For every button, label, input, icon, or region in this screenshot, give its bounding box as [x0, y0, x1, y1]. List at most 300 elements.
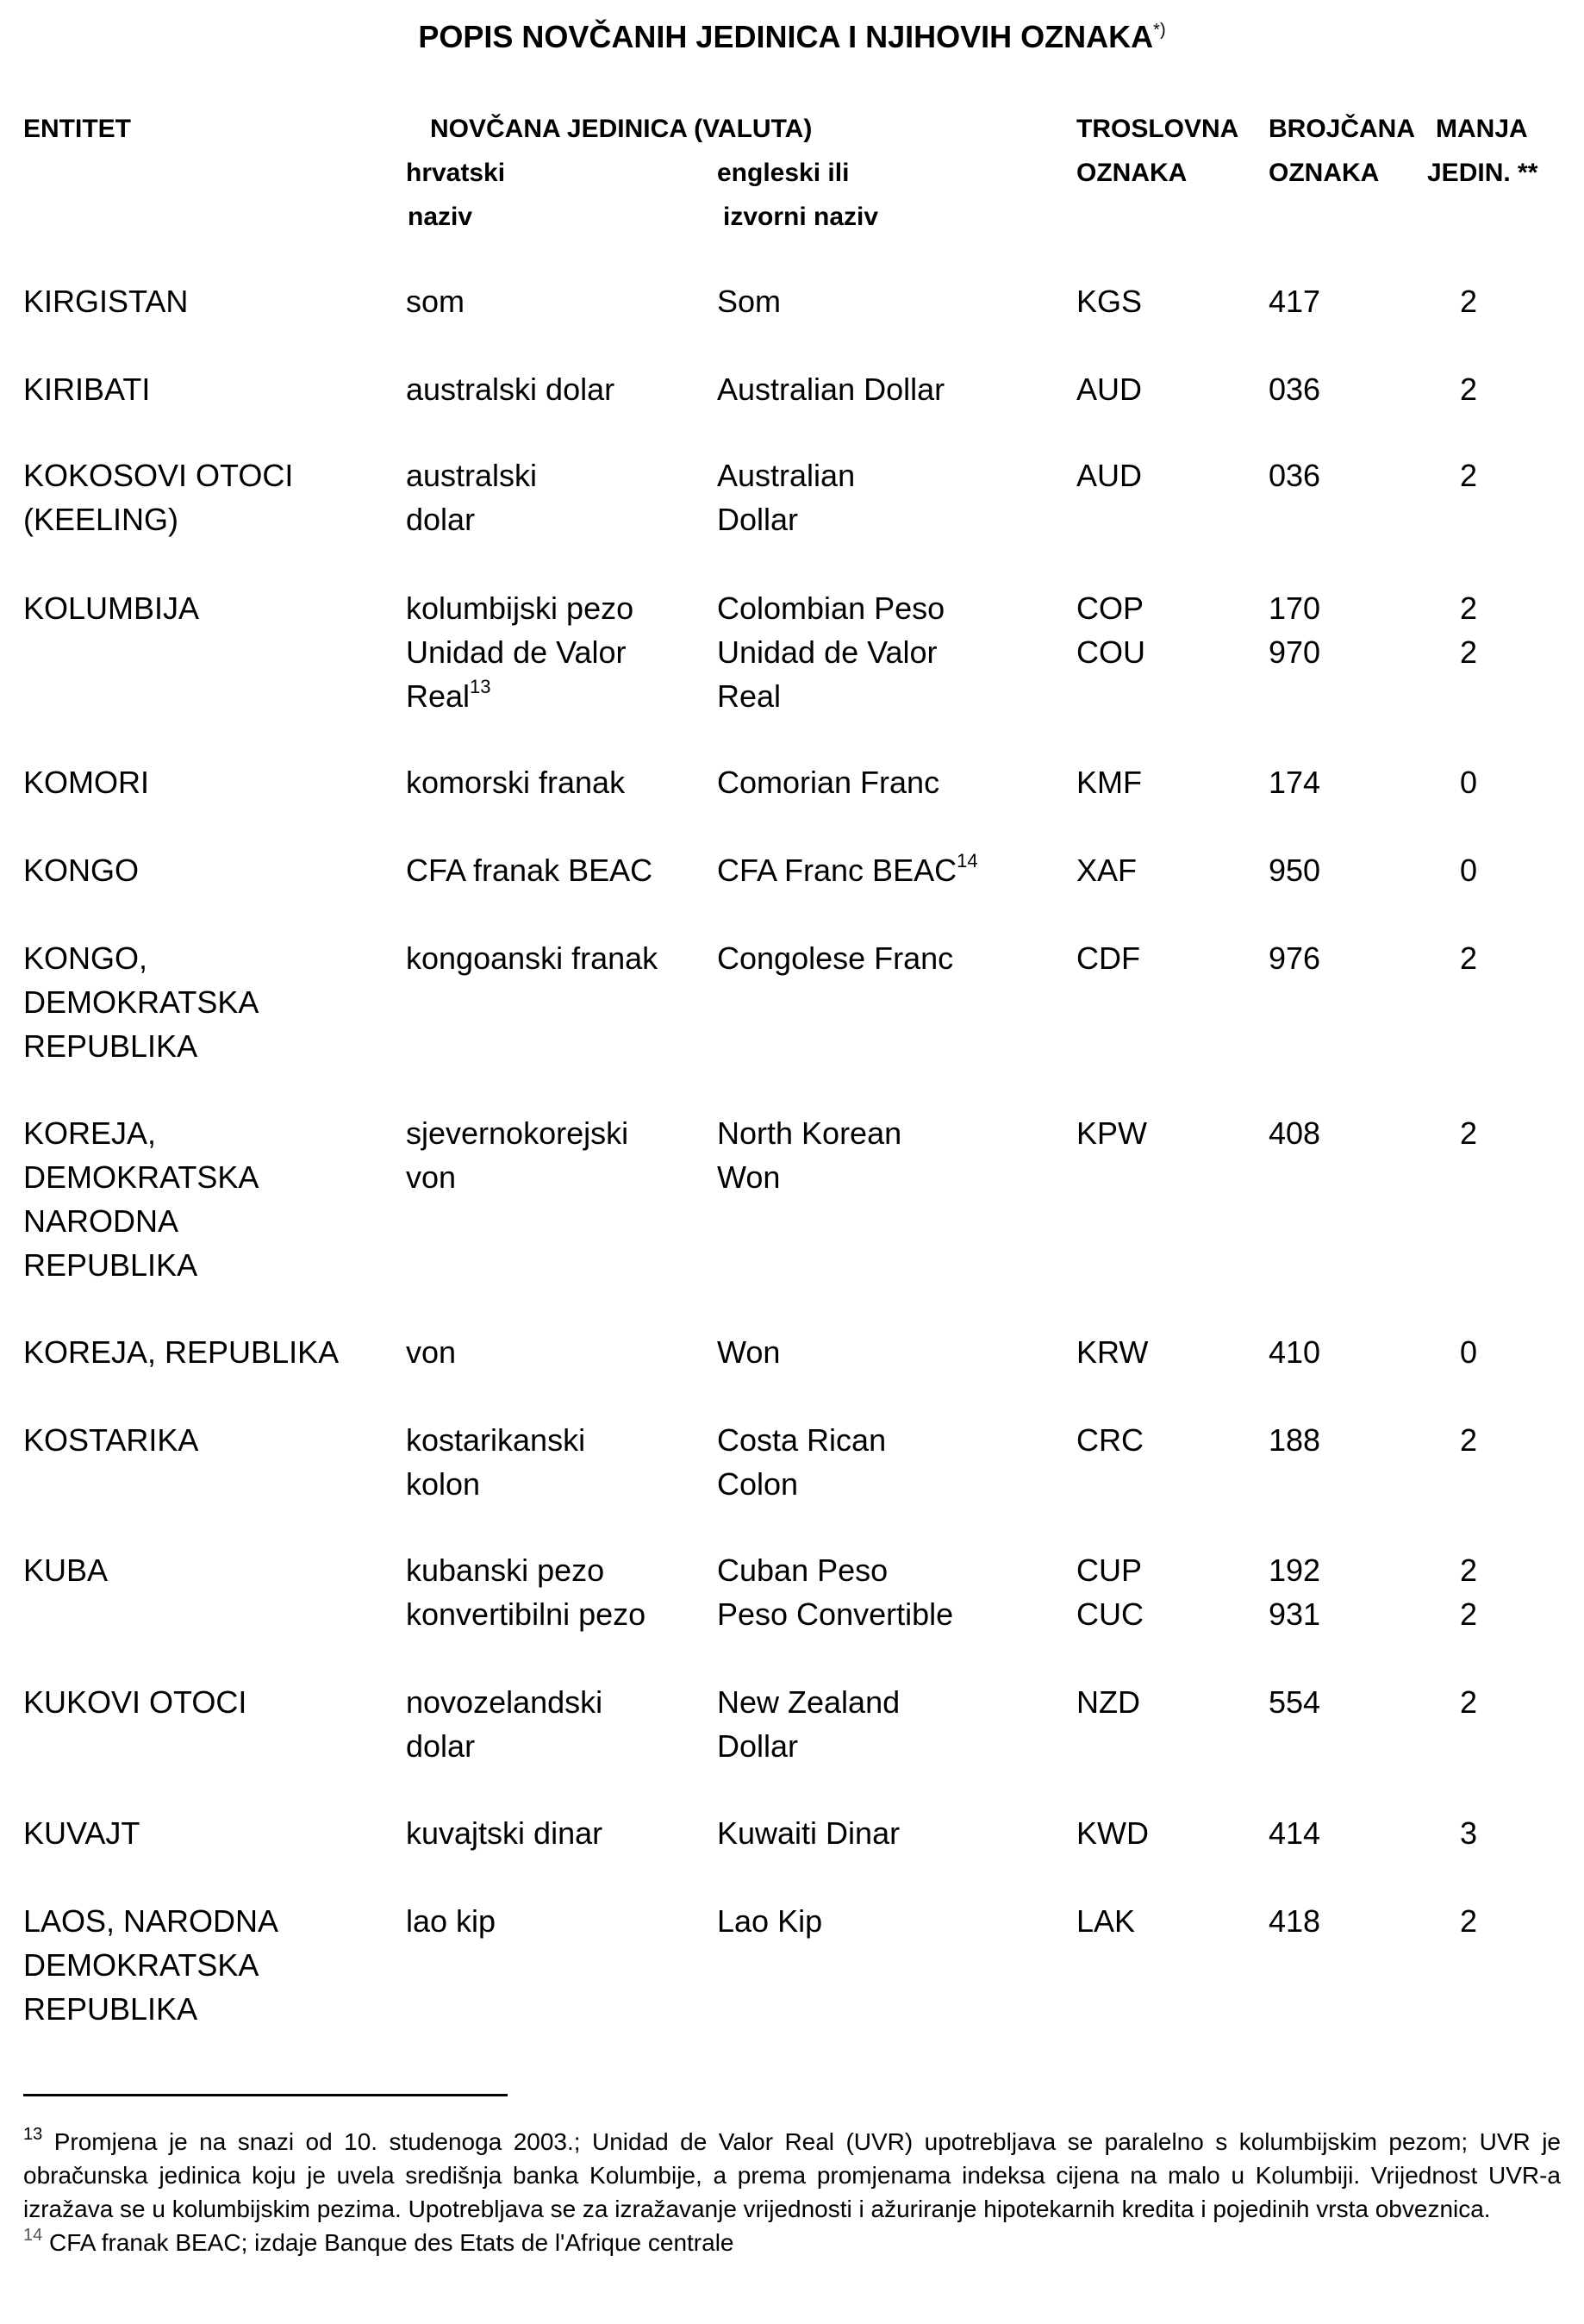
minor-unit-text: 2 — [1459, 372, 1478, 407]
minor-unit-line — [1443, 1899, 1494, 1943]
alpha-code-text: KMF — [1076, 765, 1142, 800]
entity-name-line — [23, 1155, 259, 1199]
alpha-code-line — [1076, 1592, 1144, 1636]
english-name — [717, 586, 945, 718]
numeric-code-text: 417 — [1269, 284, 1321, 319]
minor-unit-text: 2 — [1459, 634, 1478, 670]
croatian-name-line — [406, 936, 658, 980]
english-name — [717, 1811, 900, 1855]
english-name-text: New Zealand — [717, 1684, 901, 1720]
english-name-text: Real — [717, 678, 782, 714]
croatian-name-text: von — [406, 1334, 457, 1370]
alpha-code — [1076, 1680, 1140, 1724]
footnote-number: 14 — [23, 2226, 43, 2245]
entity-name — [23, 1418, 198, 1462]
croatian-name-line — [406, 367, 614, 411]
minor-unit-text: 0 — [1459, 853, 1478, 888]
english-name — [717, 1548, 953, 1636]
entity-name-line — [23, 1330, 339, 1374]
minor-unit — [1443, 936, 1494, 980]
numeric-code-line — [1269, 1418, 1320, 1462]
alpha-code-line — [1076, 1330, 1148, 1374]
footnote-number: 13 — [23, 2125, 43, 2144]
croatian-name — [406, 936, 658, 980]
numeric-code-line — [1269, 453, 1320, 497]
numeric-code — [1269, 848, 1320, 892]
croatian-name — [406, 1418, 585, 1506]
croatian-name-line — [406, 1811, 602, 1855]
numeric-code-line — [1269, 1111, 1320, 1155]
entity-name — [23, 1811, 140, 1855]
croatian-name — [406, 367, 614, 411]
entity-name-text: KOREJA, — [23, 1115, 157, 1151]
english-name — [717, 1418, 886, 1506]
numeric-code-line — [1269, 586, 1320, 630]
alpha-code-line — [1076, 1548, 1144, 1592]
entity-name-text: (KEELING) — [23, 502, 179, 537]
croatian-name — [406, 279, 465, 323]
entity-name — [23, 760, 149, 804]
minor-unit-text: 2 — [1459, 284, 1478, 319]
alpha-code-line — [1076, 1680, 1140, 1724]
croatian-name-line — [406, 630, 633, 674]
english-name-line — [717, 1330, 780, 1374]
header-croatian-2: naziv — [408, 203, 473, 231]
entity-name — [23, 1680, 246, 1724]
croatian-name-line — [406, 760, 625, 804]
numeric-code-line — [1269, 1592, 1320, 1636]
minor-unit-line — [1443, 279, 1494, 323]
alpha-code-text: XAF — [1076, 853, 1138, 888]
minor-unit — [1443, 367, 1494, 411]
alpha-code — [1076, 279, 1142, 323]
alpha-code-text: CUP — [1076, 1552, 1143, 1588]
alpha-code — [1076, 367, 1142, 411]
croatian-name-text: kolumbijski pezo — [406, 590, 634, 626]
croatian-name-text: Real — [406, 678, 471, 714]
numeric-code — [1269, 1811, 1320, 1855]
alpha-code-line — [1076, 1899, 1135, 1943]
header-english-2: izvorni naziv — [723, 203, 879, 231]
alpha-code — [1076, 760, 1142, 804]
numeric-code-text: 950 — [1269, 853, 1321, 888]
english-name-text: North Korean — [717, 1115, 902, 1151]
entity-name-text: KUBA — [23, 1552, 109, 1588]
english-name-line — [717, 367, 945, 411]
numeric-code-text: 418 — [1269, 1903, 1321, 1939]
english-name-line — [717, 1680, 900, 1724]
alpha-code-text: COP — [1076, 590, 1144, 626]
croatian-name — [406, 1899, 496, 1943]
croatian-name — [406, 1680, 602, 1768]
entity-name-text: KOLUMBIJA — [23, 590, 200, 626]
croatian-name-text: novozelandski — [406, 1684, 603, 1720]
english-name-line — [717, 497, 855, 541]
english-name-text: Lao Kip — [717, 1903, 823, 1939]
numeric-code-line — [1269, 279, 1320, 323]
entity-name — [23, 936, 259, 1068]
entity-name-line — [23, 1548, 108, 1592]
entity-name-line — [23, 1899, 278, 1943]
croatian-name-line — [406, 453, 537, 497]
numeric-code-text: 970 — [1269, 634, 1321, 670]
croatian-name — [406, 1111, 628, 1199]
english-name-text: Congolese Franc — [717, 940, 954, 976]
minor-unit-text: 2 — [1459, 940, 1478, 976]
minor-unit — [1443, 1680, 1494, 1724]
minor-unit-line — [1443, 1548, 1494, 1592]
entity-name-line — [23, 1243, 259, 1287]
entity-name-text: KIRIBATI — [23, 372, 151, 407]
entity-name-line — [23, 936, 259, 980]
english-name-line — [717, 1111, 901, 1155]
title-footnote-mark: *) — [1153, 21, 1166, 40]
entity-name-text: DEMOKRATSKA — [23, 984, 259, 1020]
entity-name-text: NARODNA — [23, 1203, 179, 1239]
croatian-name-text: dolar — [406, 1728, 476, 1764]
header-code-2: OZNAKA — [1076, 159, 1188, 187]
english-name-line — [717, 279, 781, 323]
alpha-code — [1076, 586, 1145, 674]
numeric-code-text: 174 — [1269, 765, 1321, 800]
alpha-code-line — [1076, 367, 1142, 411]
minor-unit — [1443, 279, 1494, 323]
minor-unit-line — [1443, 1811, 1494, 1855]
english-name — [717, 367, 945, 411]
numeric-code-line — [1269, 1811, 1320, 1855]
minor-unit — [1443, 1811, 1494, 1855]
entity-name-line — [23, 760, 149, 804]
croatian-name-text: konvertibilni pezo — [406, 1596, 646, 1632]
english-name-text: Kuwaiti Dinar — [717, 1815, 901, 1851]
footnote-text: CFA franak BEAC; izdaje Banque des Etats de l'Afrique centrale — [49, 2229, 734, 2256]
numeric-code-line — [1269, 1548, 1320, 1592]
croatian-name-line — [406, 848, 652, 892]
alpha-code-text: AUD — [1076, 458, 1143, 493]
footnotes — [23, 2125, 1561, 2259]
minor-unit-text: 2 — [1459, 1684, 1478, 1720]
croatian-name-line — [406, 586, 633, 630]
entity-name — [23, 1548, 108, 1592]
english-name — [717, 760, 939, 804]
croatian-name-text: kuvajtski dinar — [406, 1815, 603, 1851]
header-english: engleski ili — [717, 159, 850, 187]
alpha-code-line — [1076, 453, 1142, 497]
header-minor-2: JEDIN. ** — [1427, 159, 1538, 187]
minor-unit — [1443, 1111, 1494, 1155]
alpha-code-line — [1076, 936, 1140, 980]
minor-unit-text: 2 — [1459, 1422, 1478, 1458]
entity-name-line — [23, 1418, 198, 1462]
numeric-code — [1269, 1548, 1320, 1636]
numeric-code-line — [1269, 630, 1320, 674]
title-text: POPIS NOVČANIH JEDINICA I NJIHOVIH OZNAKA — [418, 19, 1154, 54]
header-croatian: hrvatski — [406, 159, 506, 187]
alpha-code-line — [1076, 848, 1137, 892]
numeric-code — [1269, 1418, 1320, 1462]
minor-unit-line — [1443, 1680, 1494, 1724]
croatian-name-text: sjevernokorejski — [406, 1115, 629, 1151]
minor-unit — [1443, 1899, 1494, 1943]
page-title — [0, 19, 1584, 55]
english-name-text: Dollar — [717, 502, 799, 537]
header-num: BROJČANA — [1269, 115, 1416, 143]
alpha-code-text: AUD — [1076, 372, 1143, 407]
entity-name — [23, 1330, 339, 1374]
alpha-code — [1076, 453, 1142, 497]
minor-unit-text: 2 — [1459, 458, 1478, 493]
minor-unit-text: 2 — [1459, 1552, 1478, 1588]
croatian-name-text: CFA franak BEAC — [406, 853, 653, 888]
minor-unit-line — [1443, 453, 1494, 497]
english-name-line — [717, 1418, 886, 1462]
entity-name-text: KONGO, — [23, 940, 148, 976]
english-name — [717, 848, 978, 892]
english-name-line — [717, 630, 945, 674]
alpha-code-text: COU — [1076, 634, 1145, 670]
footnote-13 — [23, 2125, 1561, 2226]
numeric-code — [1269, 1330, 1320, 1374]
croatian-name-line — [406, 1418, 585, 1462]
english-name-line — [717, 586, 945, 630]
entity-name — [23, 848, 139, 892]
header-minor: MANJA — [1436, 115, 1528, 143]
english-name-line — [717, 453, 855, 497]
alpha-code — [1076, 936, 1140, 980]
alpha-code — [1076, 848, 1137, 892]
croatian-name-text: australski — [406, 458, 538, 493]
croatian-name-text: kolon — [406, 1466, 481, 1502]
english-name-text: Australian Dollar — [717, 372, 945, 407]
entity-name-line — [23, 1024, 259, 1068]
minor-unit — [1443, 453, 1494, 497]
numeric-code — [1269, 1111, 1320, 1155]
alpha-code-text: CUC — [1076, 1596, 1144, 1632]
english-name-line — [717, 1811, 900, 1855]
entity-name — [23, 1111, 259, 1287]
minor-unit-line — [1443, 367, 1494, 411]
alpha-code — [1076, 1330, 1148, 1374]
entity-name — [23, 586, 199, 630]
numeric-code-text: 414 — [1269, 1815, 1321, 1851]
entity-name-line — [23, 1111, 259, 1155]
croatian-name-line — [406, 674, 633, 718]
numeric-code-text: 931 — [1269, 1596, 1321, 1632]
alpha-code-text: KPW — [1076, 1115, 1148, 1151]
croatian-name-line — [406, 1111, 628, 1155]
english-name-line — [717, 1548, 953, 1592]
entity-name — [23, 367, 150, 411]
english-name-line — [717, 936, 953, 980]
english-name-text: Unidad de Valor — [717, 634, 938, 670]
alpha-code-text: KRW — [1076, 1334, 1149, 1370]
numeric-code-text: 170 — [1269, 590, 1321, 626]
alpha-code-text: CDF — [1076, 940, 1140, 976]
minor-unit-line — [1443, 586, 1494, 630]
minor-unit-line — [1443, 1592, 1494, 1636]
numeric-code-line — [1269, 760, 1320, 804]
alpha-code — [1076, 1899, 1135, 1943]
minor-unit — [1443, 848, 1494, 892]
english-name-text: Costa Rican — [717, 1422, 887, 1458]
entity-name-text: KUKOVI OTOCI — [23, 1684, 247, 1720]
alpha-code — [1076, 1418, 1144, 1462]
english-name-line — [717, 760, 939, 804]
alpha-code-line — [1076, 279, 1142, 323]
minor-unit — [1443, 1330, 1494, 1374]
entity-name — [23, 453, 293, 541]
english-name-line — [717, 1592, 953, 1636]
alpha-code-line — [1076, 630, 1145, 674]
minor-unit — [1443, 1418, 1494, 1462]
entity-name-text: KIRGISTAN — [23, 284, 189, 319]
minor-unit — [1443, 760, 1494, 804]
croatian-name-text: komorski franak — [406, 765, 626, 800]
english-name — [717, 1330, 780, 1374]
english-name-text: Won — [717, 1334, 781, 1370]
entity-name-text: DEMOKRATSKA — [23, 1947, 259, 1983]
alpha-code — [1076, 1548, 1144, 1636]
croatian-name-text: kubanski pezo — [406, 1552, 605, 1588]
numeric-code — [1269, 936, 1320, 980]
numeric-code — [1269, 453, 1320, 497]
footnote-text: Promjena je na snazi od 10. studenoga 2003.; Unidad de Valor Real (UVR) upotrebljava se paralelno s kolumbijskim pezom; UVR je obračunska jedinica koju je uvela središnja banka Kolumbije, a prema promjenama indeksa cijena na malo u Kolumbiji. Vrijednost UVR-a izražava se u kolumbijskim pezima. Upotrebljava se za izražavanje vrijednosti i ažuriranje hipotekarnih kredita i pojedinih vrsta obveznica. — [23, 2128, 1561, 2222]
minor-unit-line — [1443, 848, 1494, 892]
numeric-code-text: 976 — [1269, 940, 1321, 976]
english-name-text: Comorian Franc — [717, 765, 940, 800]
english-name-line — [717, 674, 945, 718]
alpha-code-line — [1076, 1418, 1144, 1462]
numeric-code-line — [1269, 1680, 1320, 1724]
entity-name-text: LAOS, NARODNA — [23, 1903, 279, 1939]
numeric-code-text: 192 — [1269, 1552, 1321, 1588]
alpha-code-text: KGS — [1076, 284, 1143, 319]
numeric-code — [1269, 1899, 1320, 1943]
croatian-name-text: dolar — [406, 502, 476, 537]
entity-name-line — [23, 367, 150, 411]
english-name-text: Colombian Peso — [717, 590, 945, 626]
alpha-code-text: NZD — [1076, 1684, 1140, 1720]
minor-unit-line — [1443, 630, 1494, 674]
english-name — [717, 453, 855, 541]
croatian-name-line — [406, 1899, 496, 1943]
entity-name-text: KOKOSOVI OTOCI — [23, 458, 294, 493]
croatian-name-text: kongoanski franak — [406, 940, 658, 976]
croatian-name-text: von — [406, 1159, 457, 1195]
footnote-ref: 13 — [470, 676, 491, 697]
alpha-code-text: CRC — [1076, 1422, 1144, 1458]
croatian-name-text: lao kip — [406, 1903, 496, 1939]
croatian-name-text: australski dolar — [406, 372, 615, 407]
alpha-code-line — [1076, 1111, 1147, 1155]
english-name-text: Won — [717, 1159, 781, 1195]
english-name — [717, 1111, 901, 1199]
header-num-2: OZNAKA — [1269, 159, 1380, 187]
english-name-text: Dollar — [717, 1728, 799, 1764]
croatian-name-text: kostarikanski — [406, 1422, 586, 1458]
entity-name-line — [23, 279, 188, 323]
english-name-line — [717, 1724, 900, 1768]
entity-name-text: KOMORI — [23, 765, 150, 800]
croatian-name — [406, 586, 633, 718]
entity-name-line — [23, 1199, 259, 1243]
entity-name-text: REPUBLIKA — [23, 1247, 198, 1283]
english-name-line — [717, 848, 978, 892]
croatian-name-line — [406, 497, 537, 541]
numeric-code-text: 036 — [1269, 372, 1321, 407]
numeric-code-text: 408 — [1269, 1115, 1321, 1151]
numeric-code-text: 188 — [1269, 1422, 1321, 1458]
minor-unit-text: 2 — [1459, 1903, 1478, 1939]
numeric-code-text: 554 — [1269, 1684, 1321, 1720]
minor-unit-line — [1443, 760, 1494, 804]
croatian-name-line — [406, 1330, 456, 1374]
alpha-code-line — [1076, 1811, 1149, 1855]
footnote-ref: 14 — [957, 850, 978, 872]
entity-name-text: REPUBLIKA — [23, 1028, 198, 1064]
entity-name-text: KOSTARIKA — [23, 1422, 199, 1458]
alpha-code-line — [1076, 760, 1142, 804]
numeric-code-line — [1269, 848, 1320, 892]
english-name-text: Australian — [717, 458, 856, 493]
numeric-code-text: 036 — [1269, 458, 1321, 493]
entity-name-line — [23, 497, 293, 541]
alpha-code — [1076, 1811, 1149, 1855]
numeric-code-line — [1269, 367, 1320, 411]
english-name — [717, 279, 781, 323]
entity-name-text: REPUBLIKA — [23, 1991, 198, 2027]
minor-unit-text: 2 — [1459, 1115, 1478, 1151]
entity-name-text: KOREJA, REPUBLIKA — [23, 1334, 340, 1370]
numeric-code — [1269, 367, 1320, 411]
entity-name-line — [23, 1987, 278, 2031]
alpha-code-text: KWD — [1076, 1815, 1149, 1851]
minor-unit-text: 0 — [1459, 1334, 1478, 1370]
croatian-name-line — [406, 1724, 602, 1768]
croatian-name-line — [406, 1155, 628, 1199]
entity-name-text: KONGO — [23, 853, 140, 888]
minor-unit-line — [1443, 936, 1494, 980]
numeric-code-line — [1269, 1330, 1320, 1374]
croatian-name-text: Unidad de Valor — [406, 634, 627, 670]
minor-unit-line — [1443, 1330, 1494, 1374]
numeric-code — [1269, 1680, 1320, 1724]
minor-unit-line — [1443, 1111, 1494, 1155]
header-code: TROSLOVNA — [1076, 115, 1239, 143]
croatian-name-line — [406, 279, 465, 323]
entity-name — [23, 279, 188, 323]
croatian-name — [406, 453, 537, 541]
minor-unit — [1443, 1548, 1494, 1636]
croatian-name-line — [406, 1462, 585, 1506]
alpha-code — [1076, 1111, 1147, 1155]
croatian-name — [406, 1330, 456, 1374]
croatian-name — [406, 1811, 602, 1855]
minor-unit-text: 2 — [1459, 590, 1478, 626]
numeric-code — [1269, 279, 1320, 323]
croatian-name-line — [406, 1548, 645, 1592]
entity-name-line — [23, 848, 139, 892]
minor-unit — [1443, 586, 1494, 674]
entity-name-line — [23, 1680, 246, 1724]
alpha-code-text: LAK — [1076, 1903, 1136, 1939]
croatian-name — [406, 760, 625, 804]
header-currency: NOVČANA JEDINICA (VALUTA) — [430, 115, 813, 143]
minor-unit-text: 0 — [1459, 765, 1478, 800]
entity-name-line — [23, 1943, 278, 1987]
english-name-text: Som — [717, 284, 782, 319]
english-name-text: CFA Franc BEAC — [717, 853, 957, 888]
